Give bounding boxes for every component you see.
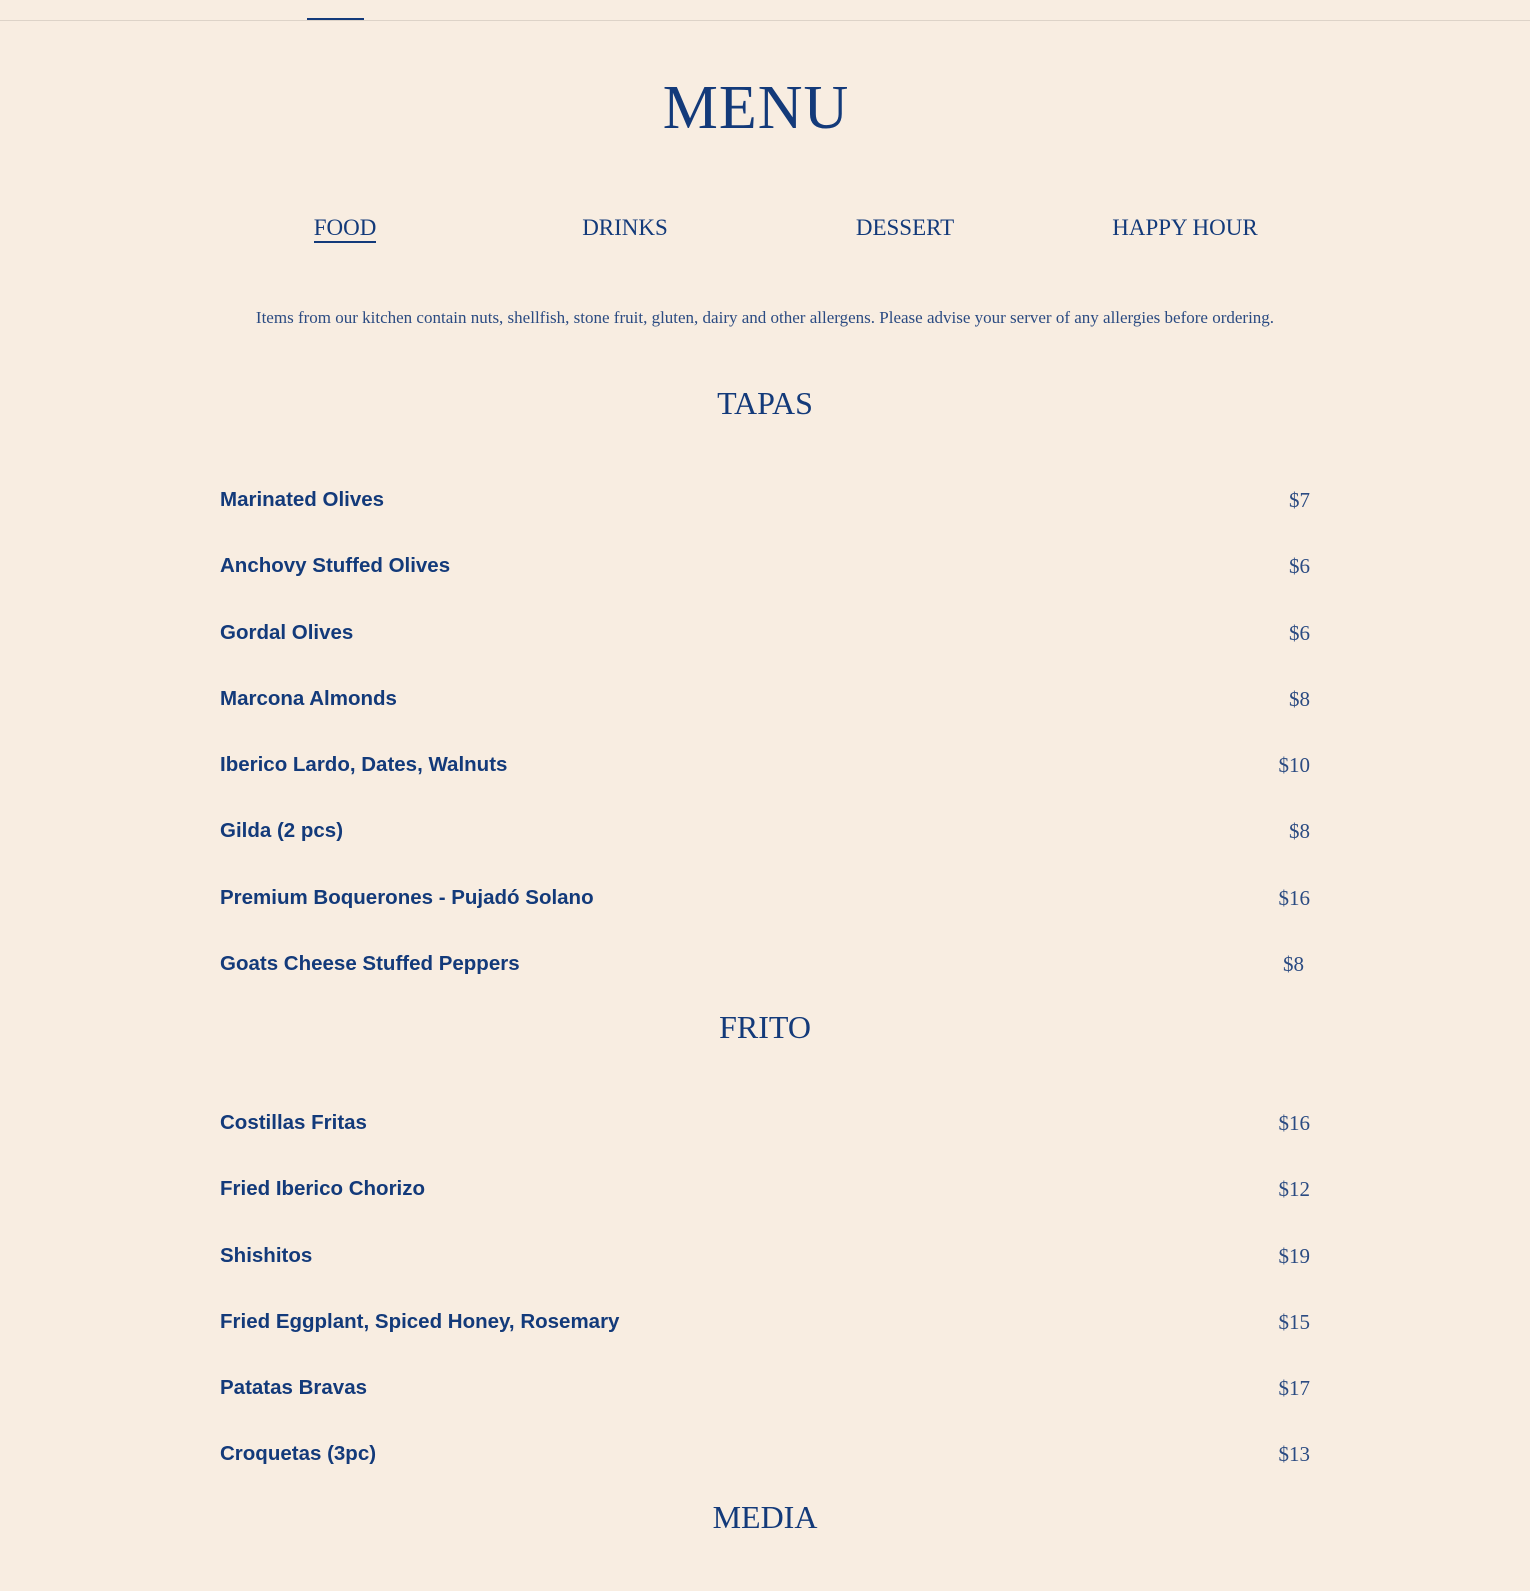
- menu-item: [220, 1243, 1310, 1309]
- tab-happy-hour-label: HAPPY HOUR: [1112, 215, 1258, 240]
- tab-happy-hour[interactable]: [1045, 208, 1325, 248]
- menu-item: [220, 885, 1310, 951]
- top-nav-bar: [0, 0, 1530, 21]
- allergen-notice: Items from our kitchen contain nuts, shellfish, stone fruit, gluten, dairy and other allergens. Please advise your server of any allergies before ordering.: [255, 308, 1275, 327]
- item-name: Costillas Fritas: [220, 1111, 367, 1134]
- item-name: Shishitos: [220, 1243, 313, 1267]
- tab-drinks-label: DRINKS: [582, 215, 668, 240]
- section-title-frito: FRITO: [719, 1009, 811, 1045]
- tab-food-label: FOOD: [314, 215, 377, 243]
- section-title-tapas: TAPAS: [717, 385, 813, 421]
- item-price: $16: [1278, 885, 1310, 910]
- menu-item: [220, 752, 1310, 818]
- tab-food[interactable]: [205, 208, 485, 248]
- item-name: Croquetas (3pc): [220, 1442, 377, 1466]
- menu-item: [220, 1110, 1310, 1176]
- item-price: $13: [1278, 1442, 1310, 1467]
- item-name: Marinated Olives: [220, 488, 385, 511]
- item-name: Patatas Bravas: [220, 1376, 368, 1400]
- item-price: $6: [1289, 620, 1310, 645]
- menu-item: [220, 553, 1310, 619]
- item-price: $15: [1278, 1309, 1310, 1334]
- item-price: $19: [1278, 1243, 1310, 1268]
- tab-dessert[interactable]: [765, 208, 1045, 248]
- item-name: Gordal Olives: [220, 620, 354, 644]
- item-price: $17: [1278, 1376, 1310, 1401]
- item-name: Fried Eggplant, Spiced Honey, Rosemary: [220, 1309, 620, 1333]
- item-price: $6: [1289, 554, 1310, 579]
- page-title: MENU: [662, 74, 850, 142]
- active-nav-indicator: [307, 18, 364, 20]
- section-title-media: MEDIA: [712, 1499, 818, 1535]
- menu-item: [220, 487, 1310, 553]
- item-price: $7: [1289, 488, 1310, 512]
- item-price: $12: [1278, 1177, 1310, 1202]
- menu-item: [220, 818, 1310, 884]
- menu-tabs: [0, 208, 1530, 248]
- menu-item: [220, 1309, 1310, 1375]
- frito-menu-list: [220, 1110, 1310, 1508]
- tapas-menu-list: [220, 487, 1310, 1017]
- tab-dessert-label: DESSERT: [855, 215, 955, 240]
- item-price: $8: [1289, 819, 1310, 844]
- item-name: Anchovy Stuffed Olives: [220, 554, 451, 578]
- item-name: Premium Boquerones - Pujadó Solano: [220, 885, 594, 909]
- item-price: $8: [1283, 952, 1304, 977]
- item-name: Iberico Lardo, Dates, Walnuts: [220, 753, 508, 777]
- menu-item: [220, 686, 1310, 752]
- menu-item: [220, 620, 1310, 686]
- item-price: $10: [1278, 753, 1310, 778]
- menu-item: [220, 1176, 1310, 1242]
- menu-item: [220, 1375, 1310, 1441]
- tab-drinks[interactable]: [485, 208, 765, 248]
- item-price: $16: [1278, 1111, 1310, 1135]
- item-name: Gilda (2 pcs): [220, 819, 344, 843]
- item-price: $8: [1289, 686, 1310, 711]
- item-name: Goats Cheese Stuffed Peppers: [220, 952, 520, 976]
- item-name: Marcona Almonds: [220, 686, 397, 710]
- item-name: Fried Iberico Chorizo: [220, 1177, 426, 1201]
